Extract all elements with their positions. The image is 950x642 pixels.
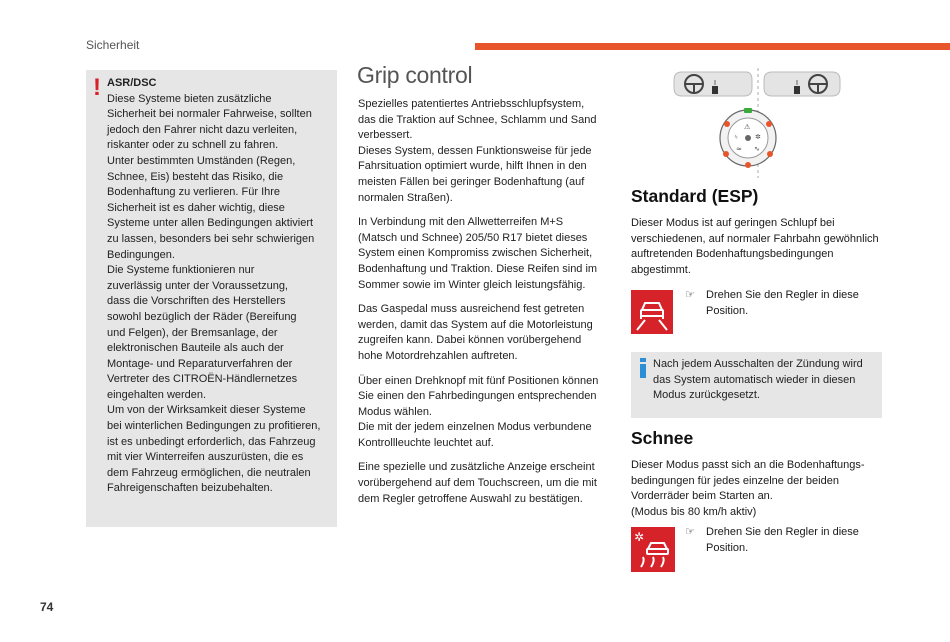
info-text: Nach jedem Ausschalten der Zündung wird das System automatisch wieder in diesen Modus zurückgesetzt. — [653, 358, 863, 402]
hand-pointer-icon: ☞ — [685, 526, 695, 538]
main-paragraph: Über einen Drehknopf mit fünf Positionen können Sie einen den Fahrbedingungen entsprechenden Modus wählen. Die mit der jedem einzelnen Modus verbundene Kontrollleuchte leuchtet auf. — [358, 374, 599, 449]
grip-control-knob-illustration — [672, 66, 842, 180]
snow-mode-icon — [631, 527, 675, 572]
warning-content — [107, 76, 329, 497]
warning-paragraph: Unter bestimmten Umständen (Regen, Schnee, Eis) besteht das Risiko, die Bodenhaftung zu verlieren. Für Ihre Sicherheit ist es daher wichtig, diese Systeme unter allen Bedingungen aktiviert zu lassen, besonders bei sehr schwierigen Bedingungen. — [107, 154, 315, 261]
svg-text:ᛃ: ᛃ — [734, 133, 739, 141]
svg-text:✲: ✲ — [755, 133, 761, 141]
section-accent-bar — [475, 43, 950, 50]
svg-text:≈: ≈ — [736, 145, 742, 153]
main-paragraph: Spezielles patentiertes Antriebsschlupfsystem, das die Traktion auf Schnee, Schlamm und Sand verbessert. Dieses System, dessen Funktionsweise für jede Fahrsituation optimiert wurde, hilft Ihnen in den meisten Fällen bei geringer Bodenhaftung (auf normalen Straßen). — [358, 98, 597, 204]
standard-heading: Standard (ESP) — [631, 186, 759, 206]
snow-description: Dieser Modus passt sich an die Bodenhaftungs- bedingungen für jedes einzelne der beiden Vorderräder beim Starten an. (Modus bis 80 km/h aktiv) — [631, 459, 865, 518]
esp-standard-icon — [631, 290, 673, 334]
warning-title: ASR/DSC — [107, 77, 157, 89]
exclamation-icon: ! — [93, 74, 101, 101]
main-text-column — [358, 97, 604, 516]
page-title: Grip control — [357, 62, 473, 88]
warning-paragraph: Die Systeme funktionieren nur zuverlässig unter der Voraussetzung, dass die Vorschriften des Herstellers sowohl bezüglich der Räder (Bereifung und Felgen), der Bremsanlage, der elektronischen Bauteile als auch der Montage- und Reparaturverfahren der Vertreter des CITROËN-Händlernetzes eingehalten werden. — [107, 264, 298, 401]
svg-text:✲: ✲ — [634, 530, 645, 544]
warning-paragraph: Diese Systeme bieten zusätzliche Sicherheit bei normaler Fahrweise, sollten jedoch den Fahrer nicht dazu verleiten, riskanter oder zu schnell zu fahren. — [107, 92, 312, 152]
section-label: Sicherheit — [86, 38, 140, 52]
info-icon — [637, 357, 649, 379]
svg-text:∿: ∿ — [754, 145, 760, 153]
page-number: 74 — [40, 600, 54, 614]
snow-heading: Schnee — [631, 428, 694, 448]
main-paragraph: In Verbindung mit den Allwetterreifen M+S (Matsch und Schnee) 205/50 R17 bietet dieses System einen Kompromiss zwischen Sicherheit, Bodenhaftung und Traktion. Diese Reifen sind im Sommer sowie im Winter gleich leistungsfähig. — [358, 216, 598, 291]
hand-pointer-icon: ☞ — [685, 289, 695, 301]
standard-description: Dieser Modus ist auf geringen Schlupf bei verschiedenen, auf normaler Fahrbahn gewöhnlich auftretenden Bodenhaftungsbedingungen abgestimmt. — [631, 217, 879, 276]
svg-text:⚠: ⚠ — [744, 123, 751, 131]
main-paragraph: Das Gaspedal muss ausreichend fest getreten werden, damit das System auf die Motorleistung zugreifen kann. Dabei können vorübergehend hohe Motordrehzahlen auftreten. — [358, 303, 593, 362]
standard-instruction: Drehen Sie den Regler in diese Position. — [706, 289, 859, 317]
warning-paragraph: Um von der Wirksamkeit dieser Systeme bei winterlichen Bedingungen zu profitieren, ist es unbedingt erforderlich, das Fahrzeug mit vier Winterreifen auszurüsten, die es dem Fahrzeug ermöglichen, die neutralen Fahreigenschaften beizubehalten. — [107, 404, 321, 495]
snow-instruction: Drehen Sie den Regler in diese Position. — [706, 526, 859, 554]
main-paragraph: Eine spezielle und zusätzliche Anzeige erscheint vorübergehend auf dem Touchscreen, um die mit dem Regler getroffene Auswahl zu bestätigen. — [358, 461, 597, 505]
